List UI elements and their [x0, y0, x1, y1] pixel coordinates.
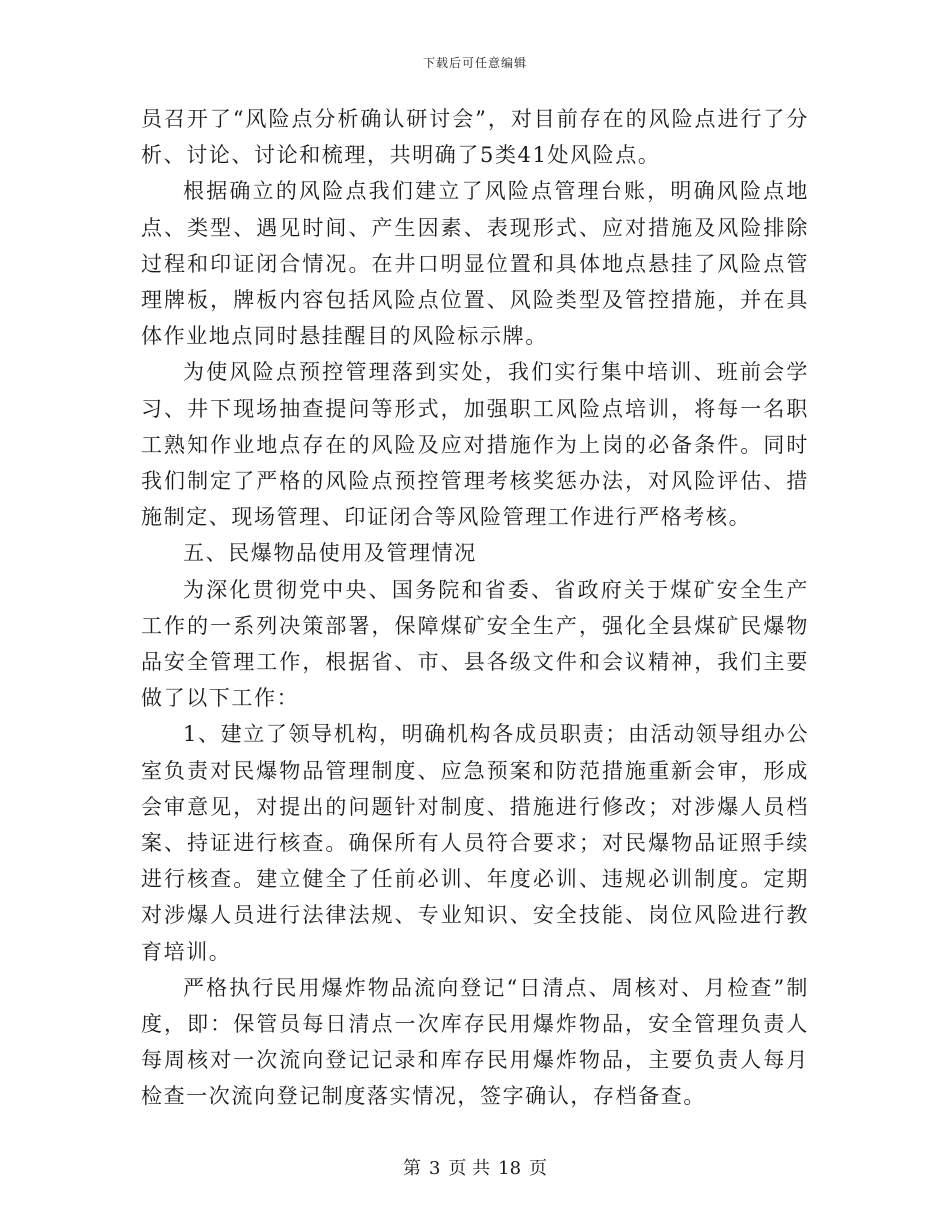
paragraph-risk-training: 为使风险点预控管理落到实处，我们实行集中培训、班前会学习、井下现场抽查提问等形式，加强职工风险点培训，将每一名职工熟知作业地点存在的风险及应对措施作为上岗的必备条件。同时我们制定了严格的风险点预控管理考核奖惩办法，对风险评估、措施制定、现场管理、印证闭合等风险管理工作进行严格考核。 [141, 360, 809, 530]
page-header: 下载后可任意编辑 [422, 56, 527, 70]
paragraph-leadership-organization: 1、建立了领导机构，明确机构各成员职责；由活动领导组办公室负责对民爆物品管理制度、应急预案和防范措施重新会审，形成会审意见，对提出的问题针对制度、措施进行修改；对涉爆人员档案、持证进行核查。确保所有人员符合要求；对民爆物品证照手续进行核查。建立健全了任前必训、年度必训、违规必训制度。定期对涉爆人员进行法律法规、专业知识、安全技能、岗位风险进行教育培训。 [141, 722, 809, 964]
document-body [141, 101, 809, 1115]
paragraph-flow-registration: 严格执行民用爆炸物品流向登记“日清点、周核对、月检查”制度，即：保管员每日清点一次库存民用爆炸物品，安全管理负责人每周核对一次流向登记记录和库存民用爆炸物品，主要负责人每月检查一次流向登记制度落实情况，签字确认，存档备查。 [141, 975, 809, 1109]
section-heading-explosives: 五、民爆物品使用及管理情况 [183, 541, 477, 566]
paragraph-risk-seminar: 员召开了“风险点分析确认研讨会”，对目前存在的风险点进行了分析、讨论、讨论和梳理，共明确了5类41处风险点。 [141, 107, 809, 168]
page-footer [0, 1154, 950, 1180]
footer-prefix: 第 [402, 1158, 421, 1179]
footer-total-pages: 18 [498, 1158, 522, 1179]
footer-middle: 页 共 [448, 1158, 491, 1179]
paragraph-risk-ledger: 根据确立的风险点我们建立了风险点管理台账，明确风险点地点、类型、遇见时间、产生因素、表现形式、应对措施及风险排除过程和印证闭合情况。在井口明显位置和具体地点悬挂了风险点管理牌板，牌板内容包括风险点位置、风险类型及管控措施，并在具体作业地点同时悬挂醒目的风险标示牌。 [141, 179, 809, 349]
paragraph-explosives-intro: 为深化贯彻党中央、国务院和省委、省政府关于煤矿安全生产工作的一系列决策部署，保障煤矿安全生产，强化全县煤矿民爆物品安全管理工作，根据省、市、县各级文件和会议精神，我们主要做了以下工作： [141, 577, 809, 711]
footer-suffix: 页 [529, 1158, 548, 1179]
footer-current-page: 3 [428, 1158, 441, 1179]
